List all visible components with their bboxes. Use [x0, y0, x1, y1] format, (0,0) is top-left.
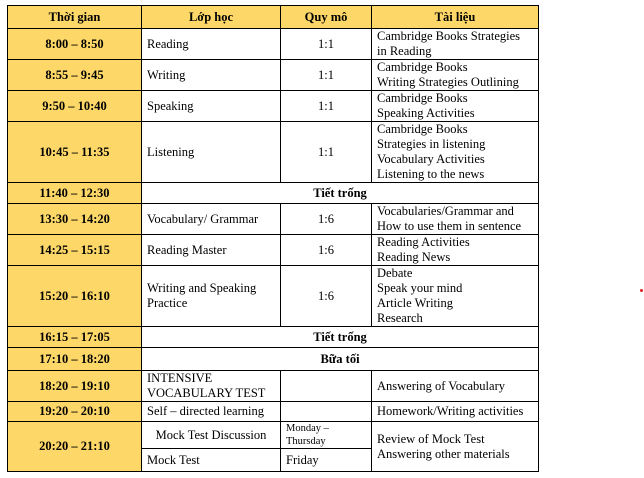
class-cell: Writing and Speaking Practice: [142, 266, 281, 327]
document-line: Review of Mock Test: [377, 431, 485, 446]
scale-cell: 1:6: [281, 235, 372, 266]
table-row: [8, 266, 539, 327]
document-line: Cambridge Books: [377, 91, 468, 105]
class-cell: Mock Test Discussion: [142, 422, 281, 449]
documents-cell: [372, 402, 539, 422]
header-time: Thời gian: [8, 6, 142, 29]
scale-cell: Friday: [281, 449, 372, 472]
time-cell: 20:20 – 21:10: [8, 422, 142, 472]
scale-cell: [281, 371, 372, 402]
break-cell: Bữa tối: [142, 348, 539, 371]
document-line: Debate: [377, 266, 413, 280]
header-documents: Tài liệu: [372, 6, 539, 29]
documents-cell: [372, 122, 539, 183]
document-line: Speak your mind: [377, 281, 463, 295]
document-line: Vocabulary Activities: [377, 152, 485, 166]
schedule-table: [7, 5, 539, 472]
class-cell: INTENSIVE VOCABULARY TEST: [142, 371, 281, 402]
table-row: [8, 204, 539, 235]
class-cell: Reading: [142, 29, 281, 60]
document-line: in Reading: [377, 44, 432, 58]
documents-cell: [372, 91, 539, 122]
time-cell: 8:55 – 9:45: [8, 60, 142, 91]
documents-cell: [372, 204, 539, 235]
scale-cell: 1:1: [281, 60, 372, 91]
time-cell: 18:20 – 19:10: [8, 371, 142, 402]
document-line: Cambridge Books: [377, 122, 468, 136]
time-cell: 8:00 – 8:50: [8, 29, 142, 60]
class-cell: Writing: [142, 60, 281, 91]
time-cell: 15:20 – 16:10: [8, 266, 142, 327]
class-cell: Reading Master: [142, 235, 281, 266]
scale-cell: 1:6: [281, 266, 372, 327]
class-cell: Self – directed learning: [142, 402, 281, 422]
time-cell: 14:25 – 15:15: [8, 235, 142, 266]
break-row: [8, 327, 539, 348]
documents-cell: [372, 29, 539, 60]
time-cell: 9:50 – 10:40: [8, 91, 142, 122]
table-row: [8, 235, 539, 266]
documents-cell: [372, 60, 539, 91]
document-line: How to use them in sentence: [377, 219, 522, 233]
scale-cell: 1:1: [281, 122, 372, 183]
document-line: Vocabularies/Grammar and: [377, 204, 514, 218]
document-line: Answering of Vocabulary: [377, 378, 505, 393]
time-cell: 11:40 – 12:30: [8, 183, 142, 204]
time-cell: 17:10 – 18:20: [8, 348, 142, 371]
documents-cell: [372, 371, 539, 402]
table-row: [8, 29, 539, 60]
document-line: Research: [377, 311, 423, 325]
break-row: [8, 348, 539, 371]
header-scale: Quy mô: [281, 6, 372, 29]
red-marker-dot: [640, 289, 643, 292]
break-cell: Tiết trống: [142, 183, 539, 204]
time-cell: 10:45 – 11:35: [8, 122, 142, 183]
scale-cell: 1:1: [281, 29, 372, 60]
break-row: [8, 183, 539, 204]
documents-cell: [372, 266, 539, 327]
document-line: Listening to the news: [377, 167, 485, 181]
table-row: [8, 60, 539, 91]
table-row: [8, 422, 539, 449]
document-line: Cambridge Books Strategies: [377, 29, 521, 43]
break-cell: Tiết trống: [142, 327, 539, 348]
header-class: Lớp học: [142, 6, 281, 29]
document-line: Answering other materials: [377, 446, 510, 461]
document-line: Writing Strategies Outlining: [377, 75, 519, 89]
class-cell: Vocabulary/ Grammar: [142, 204, 281, 235]
document-line: Cambridge Books: [377, 60, 468, 74]
scale-cell: Monday – Thursday: [281, 422, 372, 449]
time-cell: 13:30 – 14:20: [8, 204, 142, 235]
document-line: Homework/Writing activities: [377, 404, 524, 418]
class-cell: Mock Test: [142, 449, 281, 472]
table-row: [8, 122, 539, 183]
table-row: [8, 91, 539, 122]
document-line: Reading News: [377, 250, 451, 264]
documents-cell: [372, 422, 539, 472]
document-line: Reading Activities: [377, 235, 470, 249]
class-cell: Speaking: [142, 91, 281, 122]
document-line: Strategies in listening: [377, 137, 486, 151]
table-row: [8, 402, 539, 422]
scale-cell: 1:1: [281, 91, 372, 122]
scale-cell: [281, 402, 372, 422]
document-line: Article Writing: [377, 296, 453, 310]
time-cell: 16:15 – 17:05: [8, 327, 142, 348]
time-cell: 19:20 – 20:10: [8, 402, 142, 422]
document-line: Speaking Activities: [377, 106, 475, 120]
documents-cell: [372, 235, 539, 266]
class-cell: Listening: [142, 122, 281, 183]
table-row: [8, 371, 539, 402]
header-row: [8, 6, 539, 29]
scale-cell: 1:6: [281, 204, 372, 235]
